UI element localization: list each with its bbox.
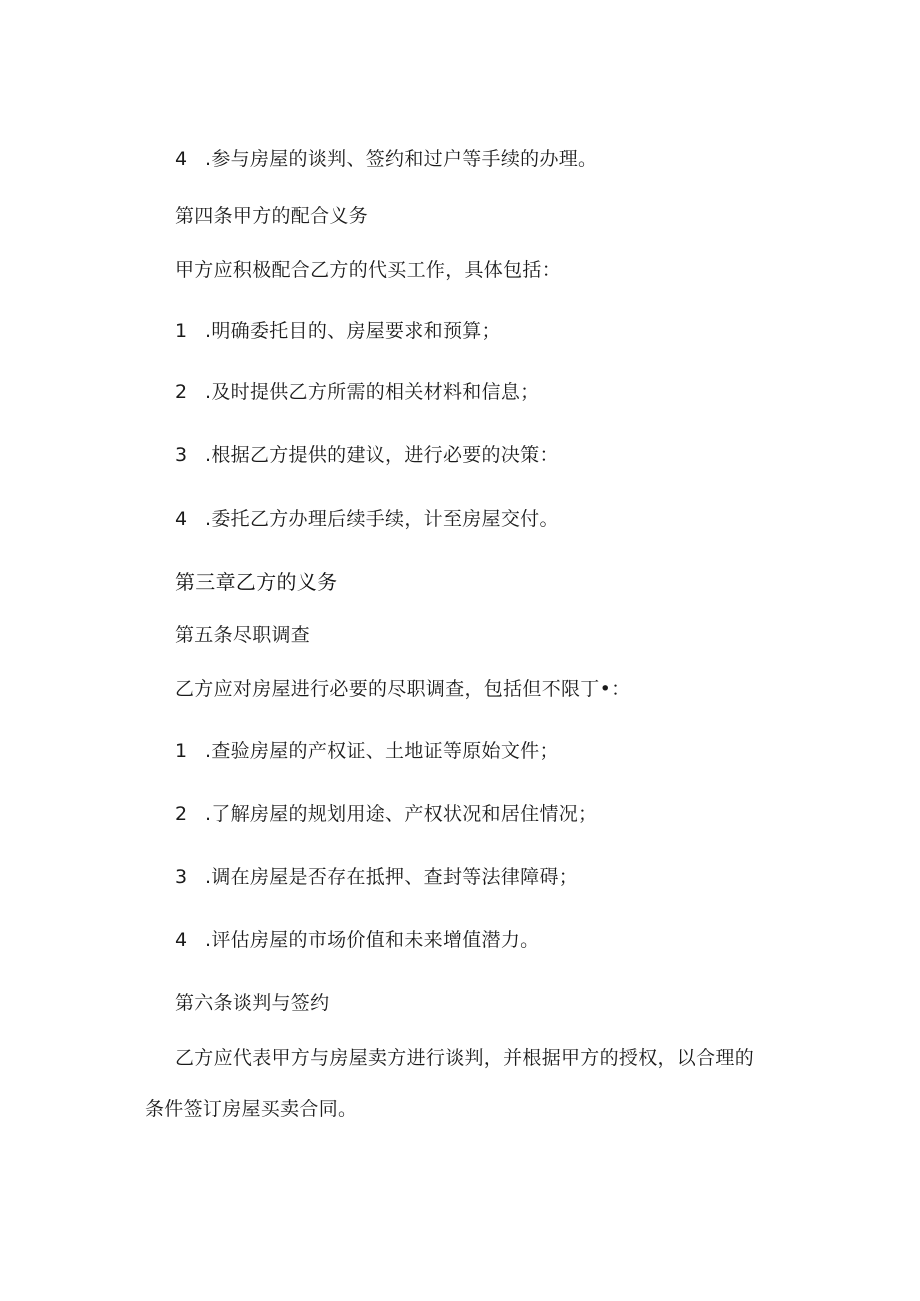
- list-number: 4: [175, 929, 188, 951]
- paragraph: 甲方应积极配合乙方的代买工作，具体包括：: [175, 259, 562, 281]
- paragraph: 乙方应对房屋进行必要的尽职调查，包括但不限丁•：: [175, 678, 631, 700]
- chapter-heading: 第三章乙方的义务: [175, 570, 338, 594]
- list-number: 2: [175, 803, 188, 825]
- list-item-4: [175, 148, 597, 170]
- list-number: 1: [175, 740, 188, 762]
- list-item-2: [175, 381, 539, 403]
- list-item-4: [175, 508, 559, 530]
- list-text: .调在房屋是否存在抵押、查封等法律障碍；: [205, 866, 579, 888]
- article-heading: 第四条甲方的配合义务: [175, 205, 369, 227]
- list-item-3: [175, 444, 559, 466]
- list-text: .委托乙方办理后续手续，计至房屋交付。: [205, 508, 559, 530]
- list-text: .根据乙方提供的建议，进行必要的决策：: [205, 444, 559, 466]
- list-number: 4: [175, 508, 188, 530]
- list-text: .明确委托目的、房屋要求和预算；: [205, 320, 501, 342]
- article-heading: 第五条尽职调查: [175, 624, 311, 646]
- list-item-2: [175, 803, 597, 825]
- paragraph-line-2: 条件签订房屋买卖合同。: [145, 1098, 358, 1120]
- list-number: 4: [175, 148, 188, 170]
- paragraph-line-1: 乙方应代表甲方与房屋卖方进行谈判，并根据甲方的授权，以合理的: [175, 1047, 755, 1069]
- list-text: .评估房屋的市场价值和未来增值潜力。: [205, 929, 540, 951]
- list-item-1: [175, 320, 501, 342]
- article-heading: 第六条谈判与签约: [175, 992, 330, 1014]
- list-number: 3: [175, 444, 188, 466]
- list-text: .参与房屋的谈判、签约和过户等手续的办理。: [205, 148, 598, 170]
- list-item-3: [175, 866, 578, 888]
- list-text: .了解房屋的规划用途、产权状况和居住情况；: [205, 803, 598, 825]
- list-number: 3: [175, 866, 188, 888]
- list-item-4: [175, 929, 539, 951]
- list-number: 1: [175, 320, 188, 342]
- list-text: .查验房屋的产权证、土地证等原始文件；: [205, 740, 559, 762]
- list-text: .及时提供乙方所需的相关材料和信息；: [205, 381, 540, 403]
- list-item-1: [175, 740, 559, 762]
- list-number: 2: [175, 381, 188, 403]
